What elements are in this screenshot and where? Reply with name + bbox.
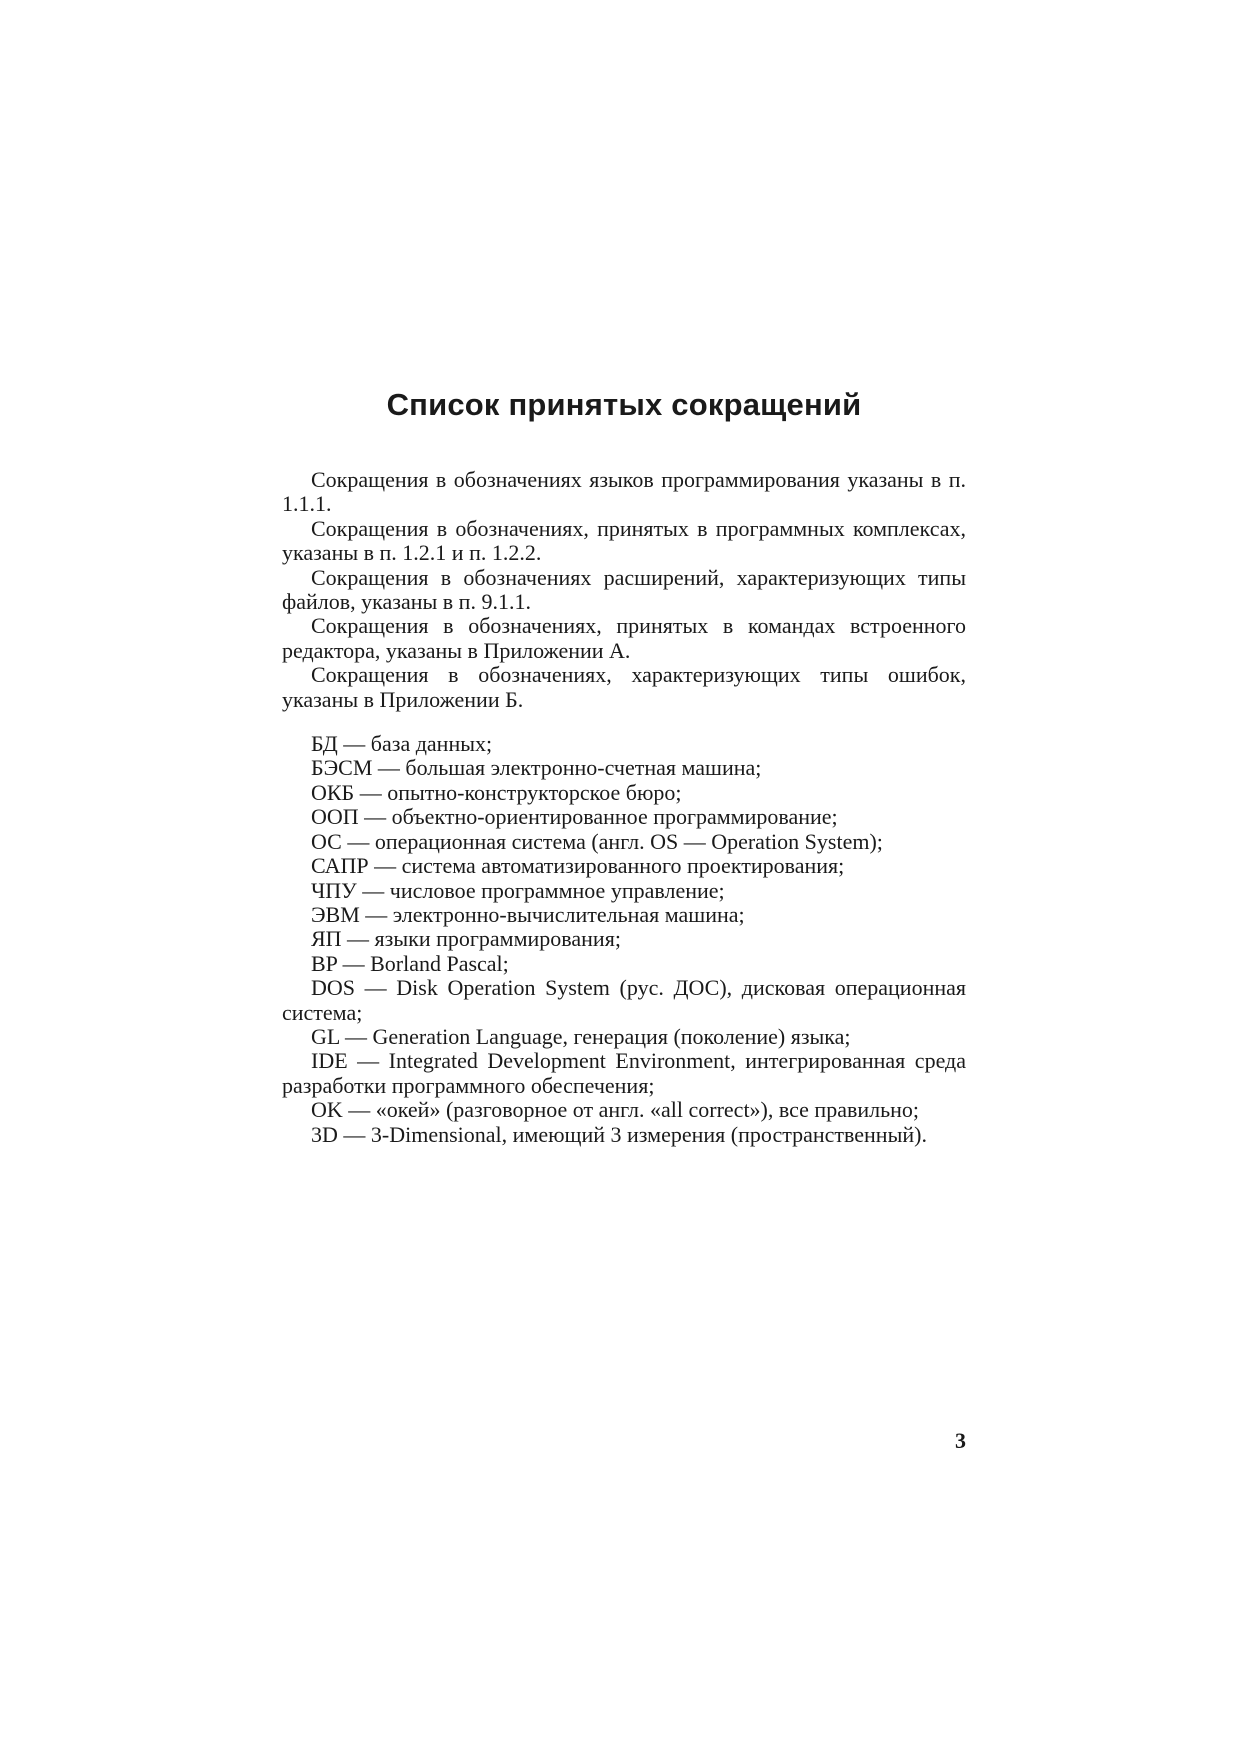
- abbreviation-item: BP — Borland Pascal;: [311, 950, 509, 976]
- abbreviation-item: ЭВМ — электронно-вычислительная машина;: [311, 901, 745, 927]
- abbreviation-item: ОКБ — опытно-конструкторское бюро;: [311, 779, 682, 805]
- abbreviation-item: GL — Generation Language, генерация (поколение) языка;: [311, 1023, 851, 1049]
- abbreviation-item: OK — «окей» (разговорное от англ. «all correct»), все правильно;: [311, 1097, 920, 1123]
- abbreviation-item: DOS — Disk Operation System (рус. ДОС), дисковая операционная система;: [282, 975, 966, 1025]
- abbreviation-item: ЧПУ — числовое программное управление;: [311, 877, 725, 903]
- intro-paragraph: Сокращения в обозначениях, характеризующих типы ошибок, указаны в Приложении Б.: [282, 662, 966, 712]
- abbreviation-item: ООП — объектно-ориентированное программирование;: [311, 804, 838, 830]
- abbreviation-item: ОС — операционная система (англ. OS — Operation System);: [311, 828, 883, 854]
- intro-paragraph: Сокращения в обозначениях расширений, характеризующих типы файлов, указаны в п. 9.1.1.: [282, 564, 966, 615]
- intro-paragraph: Сокращения в обозначениях языков программирования указаны в п. 1.1.1.: [282, 467, 966, 517]
- abbreviation-item: IDE — Integrated Development Environment, интегрированная среда разработки программного обеспечения;: [282, 1048, 966, 1098]
- intro-paragraphs: [282, 468, 966, 712]
- abbreviation-item: САПР — система автоматизированного проектирования;: [311, 853, 845, 879]
- page-number: 3: [955, 1428, 966, 1453]
- body-text: [282, 468, 966, 1147]
- intro-paragraph: Сокращения в обозначениях, принятых в командах встроенного редактора, указаны в Приложении А.: [282, 613, 966, 663]
- abbreviation-item: БД — база данных;: [311, 731, 493, 757]
- abbreviation-list: [282, 732, 966, 1147]
- abbreviation-item: 3D — 3-Dimensional, имеющий 3 измерения (пространственный).: [311, 1121, 927, 1147]
- abbreviation-item: ЯП — языки программирования;: [311, 926, 621, 952]
- page-title: Список принятых сокращений: [386, 387, 862, 422]
- abbreviation-item: БЭСМ — большая электронно-счетная машина;: [311, 755, 762, 781]
- intro-paragraph: Сокращения в обозначениях, принятых в программных комплексах, указаны в п. 1.2.1 и п. 1.2.2.: [282, 515, 966, 566]
